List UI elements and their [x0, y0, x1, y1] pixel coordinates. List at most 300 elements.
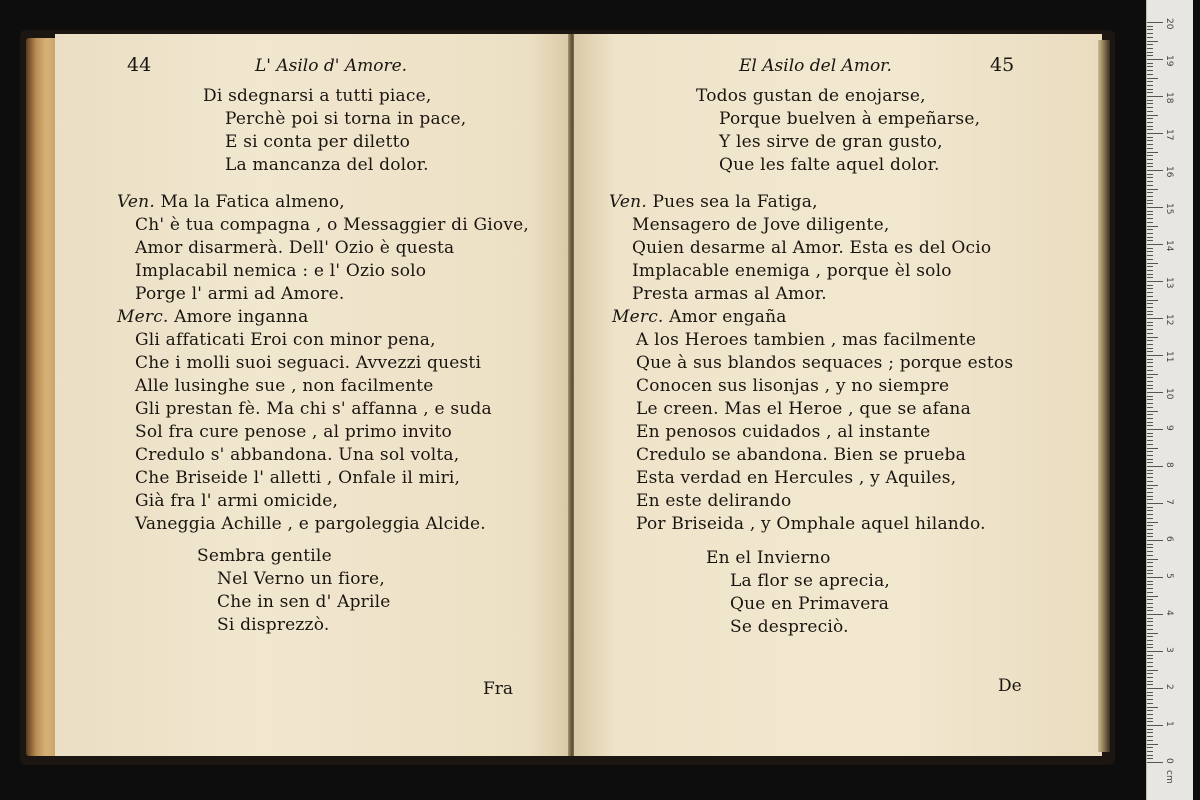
- ruler-tick: [1147, 374, 1158, 375]
- ruler-tick: [1147, 633, 1158, 634]
- ruler-tick: [1147, 274, 1153, 275]
- ruler-tick: [1147, 351, 1153, 352]
- ruler-tick: [1147, 144, 1153, 145]
- ruler-tick: [1147, 63, 1153, 64]
- verse-text: Que en Primavera: [730, 594, 890, 614]
- verse-text: Di sdegnarsi a tutti piace,: [203, 86, 432, 106]
- ruler-tick: [1147, 725, 1163, 726]
- ruler-tick: [1147, 673, 1153, 674]
- ruler-tick: [1147, 488, 1153, 489]
- ruler-tick: [1147, 514, 1153, 515]
- ruler-tick: [1147, 181, 1153, 182]
- verse-text: Por Briseida , y Omphale aquel hilando.: [636, 514, 986, 534]
- ruler-tick: [1147, 592, 1153, 593]
- ruler-tick: [1147, 644, 1153, 645]
- ruler-tick: [1147, 385, 1153, 386]
- ruler-tick: [1147, 492, 1153, 493]
- ruler-tick: [1147, 721, 1153, 722]
- ruler-tick: [1147, 192, 1153, 193]
- speaker-label: Ven.: [609, 192, 647, 212]
- verse-text: Gli prestan fè. Ma chi s' affanna , e suda: [135, 399, 492, 419]
- left-text-line: [135, 215, 529, 235]
- ruler-tick: [1147, 222, 1153, 223]
- ruler-tick: [1147, 118, 1153, 119]
- ruler-tick: [1147, 596, 1158, 597]
- ruler-tick: [1147, 300, 1158, 301]
- right-text-line: [636, 422, 930, 442]
- ruler-tick: [1147, 436, 1153, 437]
- left-text-line: [225, 155, 429, 175]
- ruler-tick: [1147, 266, 1153, 267]
- verse-text: E si conta per diletto: [225, 132, 411, 152]
- left-running-head: L' Asilo d' Amore.: [255, 56, 408, 76]
- verse-text: Sol fra cure penose , al primo invito: [135, 422, 452, 442]
- ruler-tick: [1147, 755, 1153, 756]
- ruler-tick: [1147, 647, 1153, 648]
- verse-text: Amor engaña: [669, 307, 787, 327]
- ruler-tick: [1147, 459, 1153, 460]
- ruler-tick: [1147, 736, 1153, 737]
- right-running-head: El Asilo del Amor.: [739, 56, 892, 76]
- ruler-tick: [1147, 433, 1153, 434]
- left-text-line: [135, 491, 338, 511]
- verse-text: Credulo se abandona. Bien se prueba: [636, 445, 966, 465]
- ruler-label: 16: [1164, 166, 1174, 178]
- ruler-tick: [1147, 710, 1153, 711]
- ruler-tick: [1147, 81, 1153, 82]
- right-text-line: [730, 617, 849, 637]
- right-page-number: 45: [990, 54, 1015, 76]
- ruler-tick: [1147, 473, 1153, 474]
- ruler-tick: [1147, 666, 1153, 667]
- ruler-tick: [1147, 170, 1163, 171]
- ruler-tick: [1147, 355, 1163, 356]
- left-text-line: [135, 399, 492, 419]
- verse-text: Vaneggia Achille , e pargoleggia Alcide.: [135, 514, 486, 534]
- verse-text: Que les falte aquel dolor.: [719, 155, 940, 175]
- ruler-label: 14: [1164, 240, 1174, 252]
- ruler-tick: [1147, 237, 1153, 238]
- verse-text: Implacable enemiga , porque èl solo: [632, 261, 952, 281]
- ruler-tick: [1147, 396, 1153, 397]
- ruler-label: 13: [1164, 277, 1174, 289]
- ruler-tick: [1147, 177, 1153, 178]
- ruler-tick: [1147, 559, 1158, 560]
- ruler-tick: [1147, 337, 1158, 338]
- ruler-tick: [1147, 52, 1153, 53]
- ruler-tick: [1147, 362, 1153, 363]
- ruler-tick: [1147, 425, 1153, 426]
- ruler-tick: [1147, 692, 1153, 693]
- left-text-line: [117, 192, 345, 212]
- ruler-tick: [1147, 522, 1158, 523]
- ruler-tick: [1147, 677, 1153, 678]
- ruler-tick: [1147, 618, 1153, 619]
- left-text-line: [135, 238, 454, 258]
- verse-text: Credulo s' abbandona. Una sol volta,: [135, 445, 460, 465]
- verse-text: Già fra l' armi omicide,: [135, 491, 339, 511]
- right-text-line: [636, 491, 791, 511]
- verse-text: Alle lusinghe sue , non facilmente: [135, 376, 434, 396]
- ruler-tick: [1147, 581, 1153, 582]
- right-catchword: De: [998, 676, 1022, 696]
- ruler-tick: [1147, 392, 1163, 393]
- verse-text: Che in sen d' Aprile: [217, 592, 391, 612]
- ruler-tick: [1147, 307, 1153, 308]
- right-text-line: [636, 468, 956, 488]
- book-back-edge: [1098, 40, 1110, 752]
- ruler-tick: [1147, 621, 1153, 622]
- ruler-tick: [1147, 174, 1153, 175]
- ruler-tick: [1147, 503, 1163, 504]
- ruler-tick: [1147, 381, 1153, 382]
- ruler-tick: [1147, 651, 1163, 652]
- ruler-tick: [1147, 695, 1153, 696]
- ruler-tick: [1147, 370, 1153, 371]
- ruler-tick: [1147, 152, 1158, 153]
- ruler-tick: [1147, 248, 1153, 249]
- ruler-label: 12: [1164, 314, 1174, 326]
- ruler-tick: [1147, 551, 1153, 552]
- ruler-tick: [1147, 281, 1163, 282]
- ruler-tick: [1147, 29, 1153, 30]
- ruler-label: 5: [1164, 573, 1174, 579]
- ruler-tick: [1147, 111, 1153, 112]
- verse-text: A los Heroes tambien , mas facilmente: [636, 330, 977, 350]
- left-text-line: [197, 546, 332, 566]
- verse-text: La mancanza del dolor.: [225, 155, 429, 175]
- ruler-tick: [1147, 699, 1153, 700]
- verse-text: Ch' è tua compagna , o Messaggier di Giove,: [135, 215, 530, 235]
- ruler-tick: [1147, 540, 1163, 541]
- ruler-tick: [1147, 366, 1153, 367]
- ruler-tick: [1147, 244, 1163, 245]
- ruler-tick: [1147, 670, 1158, 671]
- verse-text: Que à sus blandos sequaces ; porque estos: [636, 353, 1014, 373]
- ruler-label: 4: [1164, 610, 1174, 616]
- ruler-tick: [1147, 233, 1153, 234]
- verse-text: Gli affaticati Eroi con minor pena,: [135, 330, 436, 350]
- ruler-label: 10: [1164, 388, 1174, 400]
- verse-text: Mensagero de Jove diligente,: [632, 215, 890, 235]
- ruler-tick: [1147, 451, 1153, 452]
- verse-text: Ma la Fatica almeno,: [160, 192, 345, 212]
- right-text-line: [609, 192, 818, 212]
- ruler-tick: [1147, 684, 1153, 685]
- ruler-tick: [1147, 322, 1153, 323]
- ruler-tick: [1147, 747, 1153, 748]
- ruler-tick: [1147, 466, 1163, 467]
- ruler-tick: [1147, 200, 1153, 201]
- ruler-tick: [1147, 303, 1153, 304]
- ruler-label: 6: [1164, 536, 1174, 542]
- ruler-tick: [1147, 26, 1153, 27]
- ruler-tick: [1147, 440, 1153, 441]
- ruler-tick: [1147, 96, 1163, 97]
- right-text-line: [636, 399, 971, 419]
- right-text-line: [636, 445, 966, 465]
- verse-text: Quien desarme al Amor. Esta es del Ocio: [632, 238, 992, 258]
- ruler-label: 19: [1164, 55, 1174, 67]
- ruler-label: 3: [1164, 647, 1174, 653]
- ruler-tick: [1147, 41, 1158, 42]
- ruler-tick: [1147, 85, 1153, 86]
- left-text-line: [135, 330, 436, 350]
- left-page: [55, 34, 570, 756]
- ruler-tick: [1147, 732, 1153, 733]
- ruler-tick: [1147, 481, 1153, 482]
- ruler-tick: [1147, 444, 1153, 445]
- ruler-label: 2: [1164, 684, 1174, 690]
- ruler-tick: [1147, 66, 1153, 67]
- speaker-label: Merc.: [117, 307, 169, 327]
- ruler-tick: [1147, 159, 1153, 160]
- ruler-tick: [1147, 603, 1153, 604]
- ruler-label: 0: [1164, 758, 1174, 764]
- ruler-tick: [1147, 662, 1153, 663]
- ruler-tick: [1147, 529, 1153, 530]
- ruler-tick: [1147, 577, 1163, 578]
- ruler-label: 20: [1164, 18, 1174, 30]
- ruler-tick: [1147, 255, 1153, 256]
- left-text-line: [217, 592, 391, 612]
- ruler-tick: [1147, 344, 1153, 345]
- ruler-tick: [1147, 570, 1153, 571]
- verse-text: Se despreciò.: [730, 617, 849, 637]
- ruler-tick: [1147, 229, 1153, 230]
- left-text-line: [135, 445, 459, 465]
- left-text-line: [217, 569, 385, 589]
- ruler-tick: [1147, 285, 1153, 286]
- verse-text: En penosos cuidados , al instante: [636, 422, 931, 442]
- ruler-tick: [1147, 203, 1153, 204]
- ruler-tick: [1147, 137, 1153, 138]
- ruler-tick: [1147, 744, 1158, 745]
- ruler-tick: [1147, 414, 1153, 415]
- ruler-tick: [1147, 122, 1153, 123]
- verse-text: Implacabil nemica : e l' Ozio solo: [135, 261, 427, 281]
- verse-text: Che i molli suoi seguaci. Avvezzi questi: [135, 353, 482, 373]
- ruler-tick: [1147, 311, 1153, 312]
- ruler-tick: [1147, 211, 1153, 212]
- left-text-line: [225, 109, 466, 129]
- left-page-number: 44: [127, 54, 152, 76]
- verse-text: Todos gustan de enojarse,: [696, 86, 926, 106]
- verse-text: Porque buelven à empeñarse,: [719, 109, 981, 129]
- right-page: [574, 34, 1102, 756]
- ruler-tick: [1147, 636, 1153, 637]
- ruler-tick: [1147, 547, 1153, 548]
- ruler-tick: [1147, 403, 1153, 404]
- ruler-tick: [1147, 133, 1163, 134]
- verse-text: En este delirando: [636, 491, 792, 511]
- ruler-tick: [1147, 348, 1153, 349]
- ruler-tick: [1147, 185, 1153, 186]
- ruler-tick: [1147, 681, 1153, 682]
- ruler-tick: [1147, 562, 1153, 563]
- right-text-line: [636, 330, 976, 350]
- ruler-tick: [1147, 240, 1153, 241]
- right-text-line: [730, 571, 890, 591]
- speaker-label: Ven.: [117, 192, 155, 212]
- right-text-line: [632, 284, 827, 304]
- ruler-label: 8: [1164, 462, 1174, 468]
- right-text-line: [612, 307, 787, 327]
- ruler-tick: [1147, 189, 1158, 190]
- ruler-tick: [1147, 629, 1153, 630]
- ruler-tick: [1147, 340, 1153, 341]
- left-text-line: [135, 353, 481, 373]
- verse-text: Porge l' armi ad Amore.: [135, 284, 345, 304]
- ruler-label: 9: [1164, 425, 1174, 431]
- ruler-tick: [1147, 714, 1153, 715]
- ruler-tick: [1147, 477, 1153, 478]
- ruler-label: 11: [1164, 351, 1174, 363]
- ruler-tick: [1147, 218, 1153, 219]
- ruler-tick: [1147, 411, 1158, 412]
- left-text-line: [135, 261, 426, 281]
- verse-text: Sembra gentile: [197, 546, 332, 566]
- ruler-tick: [1147, 333, 1153, 334]
- ruler-tick: [1147, 296, 1153, 297]
- ruler-tick: [1147, 292, 1153, 293]
- right-text-line: [706, 548, 831, 568]
- ruler-label: 1: [1164, 721, 1174, 727]
- ruler-tick: [1147, 399, 1153, 400]
- ruler-tick: [1147, 214, 1153, 215]
- ruler-tick: [1147, 251, 1153, 252]
- right-text-line: [636, 514, 986, 534]
- ruler-tick: [1147, 115, 1158, 116]
- ruler-label: 15: [1164, 203, 1174, 215]
- ruler-tick: [1147, 762, 1163, 763]
- ruler-label: 17: [1164, 129, 1174, 141]
- left-text-line: [203, 86, 431, 106]
- ruler-tick: [1147, 751, 1153, 752]
- ruler-tick: [1147, 129, 1153, 130]
- ruler-tick: [1147, 496, 1153, 497]
- verse-text: Perchè poi si torna in pace,: [225, 109, 467, 129]
- ruler-tick: [1147, 325, 1153, 326]
- verse-text: La flor se aprecia,: [730, 571, 891, 591]
- ruler-tick: [1147, 625, 1153, 626]
- ruler-tick: [1147, 100, 1153, 101]
- left-text-line: [225, 132, 410, 152]
- verse-text: Esta verdad en Hercules , y Aquiles,: [636, 468, 957, 488]
- right-text-line: [719, 109, 980, 129]
- ruler-tick: [1147, 555, 1153, 556]
- ruler-tick: [1147, 599, 1153, 600]
- ruler-tick: [1147, 462, 1153, 463]
- ruler-tick: [1147, 89, 1153, 90]
- verse-text: Amore inganna: [174, 307, 309, 327]
- ruler-tick: [1147, 703, 1153, 704]
- right-text-line: [696, 86, 926, 106]
- ruler-tick: [1147, 422, 1153, 423]
- ruler-tick: [1147, 566, 1153, 567]
- left-text-line: [135, 376, 434, 396]
- ruler-tick: [1147, 658, 1153, 659]
- ruler-tick: [1147, 507, 1153, 508]
- right-text-line: [719, 132, 943, 152]
- verse-text: Y les sirve de gran gusto,: [719, 132, 943, 152]
- verse-text: Le creen. Mas el Heroe , que se afana: [636, 399, 971, 419]
- ruler-tick: [1147, 92, 1153, 93]
- ruler-tick: [1147, 536, 1153, 537]
- left-text-line: [135, 468, 460, 488]
- ruler-tick: [1147, 70, 1153, 71]
- verse-text: Si disprezzò.: [217, 615, 330, 635]
- ruler-tick: [1147, 263, 1158, 264]
- ruler-tick: [1147, 655, 1153, 656]
- ruler-tick: [1147, 377, 1153, 378]
- ruler-tick: [1147, 407, 1153, 408]
- ruler-tick: [1147, 155, 1153, 156]
- book-fore-edge: [26, 38, 56, 756]
- ruler-tick: [1147, 388, 1153, 389]
- ruler-tick: [1147, 573, 1153, 574]
- ruler-tick: [1147, 44, 1153, 45]
- measurement-ruler: [1146, 0, 1193, 800]
- verse-text: Che Briseide l' alletti , Onfale il miri,: [135, 468, 461, 488]
- left-text-line: [135, 284, 344, 304]
- ruler-tick: [1147, 470, 1153, 471]
- ruler-tick: [1147, 455, 1153, 456]
- ruler-tick: [1147, 329, 1153, 330]
- ruler-tick: [1147, 740, 1153, 741]
- left-catchword: Fra: [483, 679, 514, 699]
- verse-text: Amor disarmerà. Dell' Ozio è questa: [135, 238, 455, 258]
- ruler-tick: [1147, 718, 1153, 719]
- ruler-tick: [1147, 588, 1153, 589]
- ruler-label: 7: [1164, 499, 1174, 505]
- ruler-tick: [1147, 48, 1153, 49]
- ruler-tick: [1147, 163, 1153, 164]
- ruler-tick: [1147, 207, 1163, 208]
- ruler-tick: [1147, 196, 1153, 197]
- verse-text: Conocen sus lisonjas , y no siempre: [636, 376, 950, 396]
- verse-text: En el Invierno: [706, 548, 831, 568]
- ruler-tick: [1147, 78, 1158, 79]
- right-text-line: [719, 155, 940, 175]
- ruler-tick: [1147, 533, 1153, 534]
- ruler-tick: [1147, 607, 1153, 608]
- right-text-line: [632, 238, 991, 258]
- right-text-line: [632, 261, 952, 281]
- right-text-line: [632, 215, 889, 235]
- ruler-tick: [1147, 314, 1153, 315]
- ruler-tick: [1147, 259, 1153, 260]
- ruler-label: 18: [1164, 92, 1174, 104]
- ruler-tick: [1147, 429, 1163, 430]
- verse-text: Presta armas al Amor.: [632, 284, 827, 304]
- left-text-line: [217, 615, 329, 635]
- ruler-tick: [1147, 55, 1153, 56]
- verse-text: Nel Verno un fiore,: [217, 569, 385, 589]
- ruler-tick: [1147, 707, 1158, 708]
- ruler-tick: [1147, 59, 1163, 60]
- ruler-tick: [1147, 499, 1153, 500]
- ruler-tick: [1147, 640, 1153, 641]
- ruler-tick: [1147, 288, 1153, 289]
- ruler-tick: [1147, 688, 1163, 689]
- ruler-tick: [1147, 525, 1153, 526]
- ruler-tick: [1147, 614, 1163, 615]
- right-text-line: [636, 376, 949, 396]
- ruler-tick: [1147, 448, 1158, 449]
- left-text-line: [117, 307, 308, 327]
- ruler-tick: [1147, 74, 1153, 75]
